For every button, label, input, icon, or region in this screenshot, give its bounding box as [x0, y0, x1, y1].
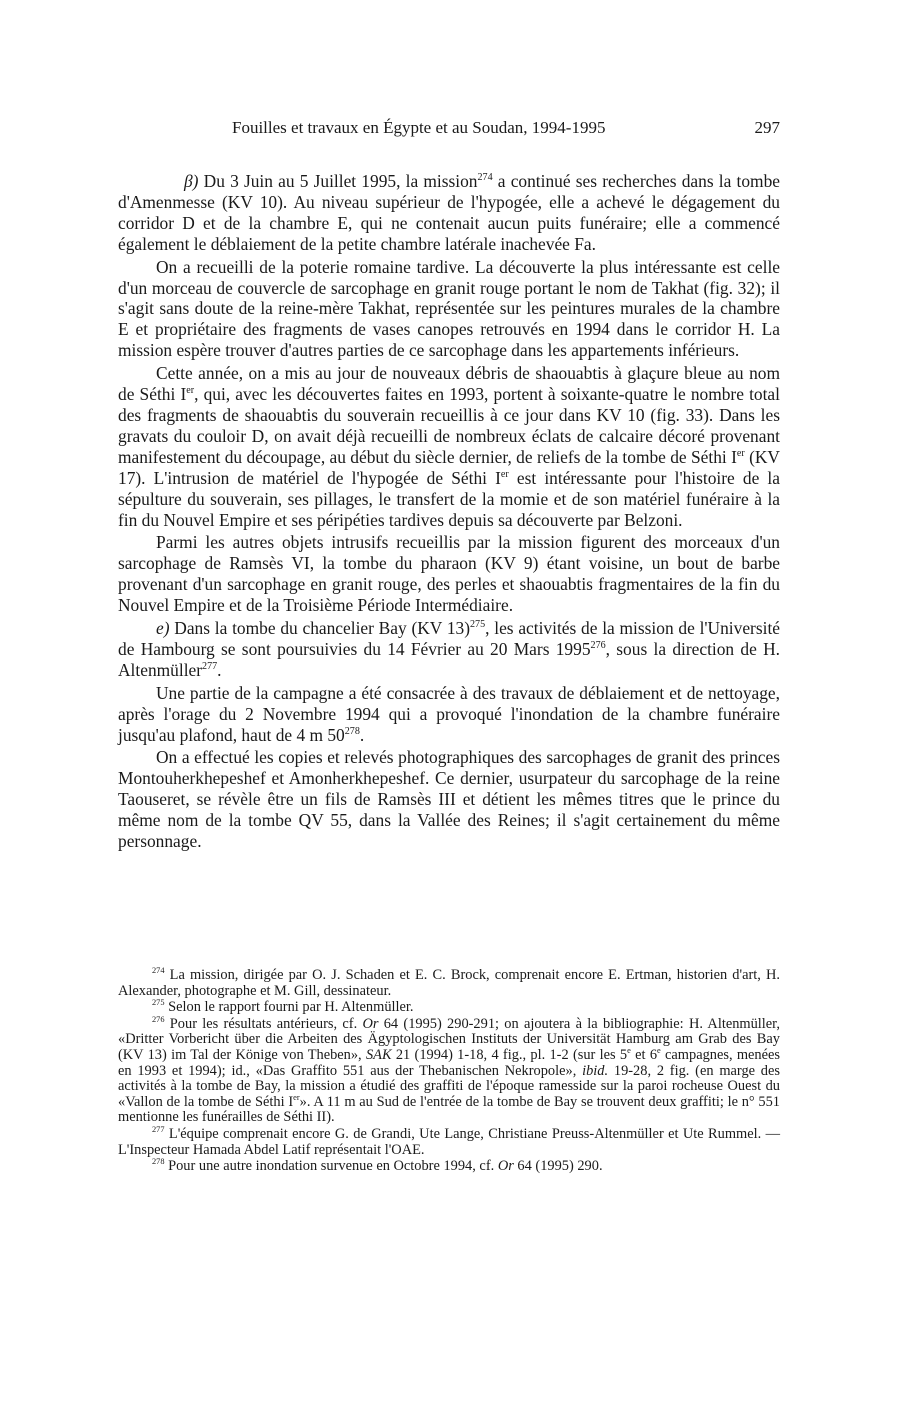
text: , qui, avec les découvertes faites en 1993, portent à soixante-quatre le nombre total des fragments de shaouabtis du souverain recueillis à ce jour dans KV 10 (fig. 33). Dans les gravats du couloir D, on avait déjà recueilli de nombreux éclats de calcaire décoré provenant manifestement du découpage, au début du siècle dernier, de reliefs de la tombe de Séthi I	[118, 384, 780, 467]
ibid: ibid.	[582, 1062, 609, 1079]
running-title: Fouilles et travaux en Égypte et au Soudan, 1994-1995	[232, 118, 606, 137]
text: (KV 17). L'intrusion de matériel de l'hypogée de Séthi I	[118, 446, 780, 488]
text: 21 (1994) 1-18, 4 fig., pl. 1-2 (sur les 5	[391, 1046, 628, 1063]
paragraph	[118, 363, 780, 530]
text: , sous la direction de H. Altenmüller	[118, 638, 780, 680]
text: Pour les résultats antérieurs, cf.	[164, 1015, 363, 1032]
footnote-276	[118, 1014, 780, 1126]
footnote-number: 276	[152, 1014, 165, 1024]
footnote-number: 274	[152, 966, 165, 976]
footnote-number: 277	[152, 1125, 165, 1135]
text: .	[217, 659, 222, 680]
footnote-number: 278	[152, 1157, 165, 1167]
text: 64 (1995) 290-291; on ajoutera à la bibliographie: H. Altenmüller, «Dritter Vorbericht über die Arbeiten des Ägyptologischen Instituts der Universität Hamburg am Grab des Bay (KV 13) im Tal der Könige von Theben»,	[118, 1015, 780, 1063]
superscript: er	[186, 385, 195, 397]
text: Cette année, on a mis au jour de nouveaux débris de shaouabtis à glaçure bleue au nom de Séthi I	[118, 363, 780, 405]
paragraph	[118, 683, 780, 746]
section-marker: β)	[184, 171, 199, 191]
journal-abbrev: SAK	[365, 1046, 392, 1063]
text: et 6	[630, 1046, 658, 1063]
footnote-text: La mission, dirigée par O. J. Schaden et E. C. Brock, comprenait encore E. Ertman, historien d'art, H. Alexander, photographe et M. Gill, dessinateur.	[118, 967, 780, 999]
paragraph-beta	[118, 171, 780, 255]
footnote-277	[118, 1127, 780, 1158]
text: est intéressante pour l'histoire de la sépulture du souverain, ses pillages, le transfert de la momie et de son matériel funéraire à la fin du Nouvel Empire et ses péripéties tardives depuis sa découverte par Belzoni.	[118, 467, 780, 530]
text: Dans la tombe du chancelier Bay (KV 13)	[169, 618, 471, 639]
page-number: 297	[754, 118, 780, 137]
superscript: e	[627, 1046, 631, 1056]
footnote-278	[118, 1159, 780, 1175]
superscript: er	[500, 468, 509, 480]
superscript: er	[293, 1092, 300, 1102]
main-text	[118, 171, 780, 854]
journal-abbrev: Or	[362, 1015, 379, 1032]
text: 64 (1995) 290.	[513, 1158, 603, 1175]
superscript: e	[657, 1046, 661, 1056]
paragraph: On a effectué les copies et relevés photographiques des sarcophages de granit des princes Montouherkhepeshef et Amonherkhepeshef. Ce dernier, usurpateur du sarcophage de la reine Taouseret, se révèle être un fils de Ramsès III et détient les mêmes titres que le prince du même nom de la tombe QV 55, dans la Vallée des Reines; il s'agit certainement du même personnage.	[118, 747, 780, 852]
section-marker: e)	[156, 618, 170, 639]
text: 19-28, 2 fig. (en marge des activités à la tombe de Bay, la mission a étudié des graffiti de l'époque ramesside sur la paroi rocheuse Ouest du «Vallon de la tombe de Séthi I	[118, 1062, 780, 1110]
footnote-ref: 276	[590, 640, 606, 652]
paragraph: Parmi les autres objets intrusifs recueillis par la mission figurent des morceaux d'un sarcophage de Ramsès VI, la tombe du pharaon (KV 9) étant voisine, un bout de barbe provenant d'un sarcophage en granit rouge, des perles et shaouabtis fragmentaires de la fin du Nouvel Empire et de la Troisième Période Intermédiaire.	[118, 532, 780, 616]
journal-abbrev: Or	[497, 1158, 514, 1175]
text: a continué ses recherches dans la tombe d'Amenmesse (KV 10). Au niveau supérieur de l'hypogée, elle a achevé le dégagement du corridor D et de la chambre E, qui ne contenait aucun puits funéraire; elle a commencé également le déblaiement de la petite chambre latérale inachevée Fa.	[118, 171, 780, 254]
footnote-ref: 278	[344, 725, 360, 737]
footnote-ref: 274	[477, 172, 493, 184]
footnote-275	[118, 1000, 780, 1016]
paragraph-e	[118, 618, 780, 681]
text: campagnes, menées en 1993 et 1994); id., «Das Graffito 551 aus der Thebanischen Nekropole»,	[118, 1046, 780, 1079]
footnote-ref: 275	[470, 619, 486, 631]
footnote-number: 275	[152, 998, 165, 1008]
text: Pour une autre inondation survenue en Octobre 1994, cf.	[164, 1158, 498, 1175]
footnote-text: Selon le rapport fourni par H. Altenmüller.	[164, 999, 414, 1016]
text: , les activités de la mission de l'Université de Hambourg se sont poursuivies du 14 Février au 20 Mars 1995	[118, 618, 780, 659]
footnotes	[118, 968, 780, 1176]
footnote-274	[118, 968, 780, 999]
footnote-text: L'équipe comprenait encore G. de Grandi, Ute Lange, Christiane Preuss-Altenmüller et Ute Rummel. — L'Inspecteur Hamada Abdel Latif représentait l'OAE.	[118, 1125, 780, 1158]
text: .	[359, 724, 365, 745]
footnote-ref: 277	[202, 661, 218, 673]
superscript: er	[736, 447, 745, 459]
text: Du 3 Juin au 5 Juillet 1995, la mission	[198, 171, 478, 191]
paragraph: On a recueilli de la poterie romaine tardive. La découverte la plus intéressante est celle d'un morceau de couvercle de sarcophage en granit rouge portant le nom de Takhat (fig. 32); il s'agit sans doute de la reine-mère Takhat, représentée sur les peintures murales de la chambre E et propriétaire des fragments de vases canopes retrouvés en 1994 dans le corridor H. La mission espère trouver d'autres parties de ce sarcophage dans les appartements inférieurs.	[118, 256, 780, 361]
text: Une partie de la campagne a été consacrée à des travaux de déblaiement et de nettoyage, après l'orage du 2 Novembre 1994 qui a provoqué l'inondation de la chambre funéraire jusqu'au plafond, haut de 4 m 50	[118, 682, 780, 745]
text: ». A 11 m au Sud de l'entrée de la tombe de Bay se trouvent deux graffiti; le n° 551 mentionne les funérailles de Séthi II).	[118, 1093, 780, 1126]
